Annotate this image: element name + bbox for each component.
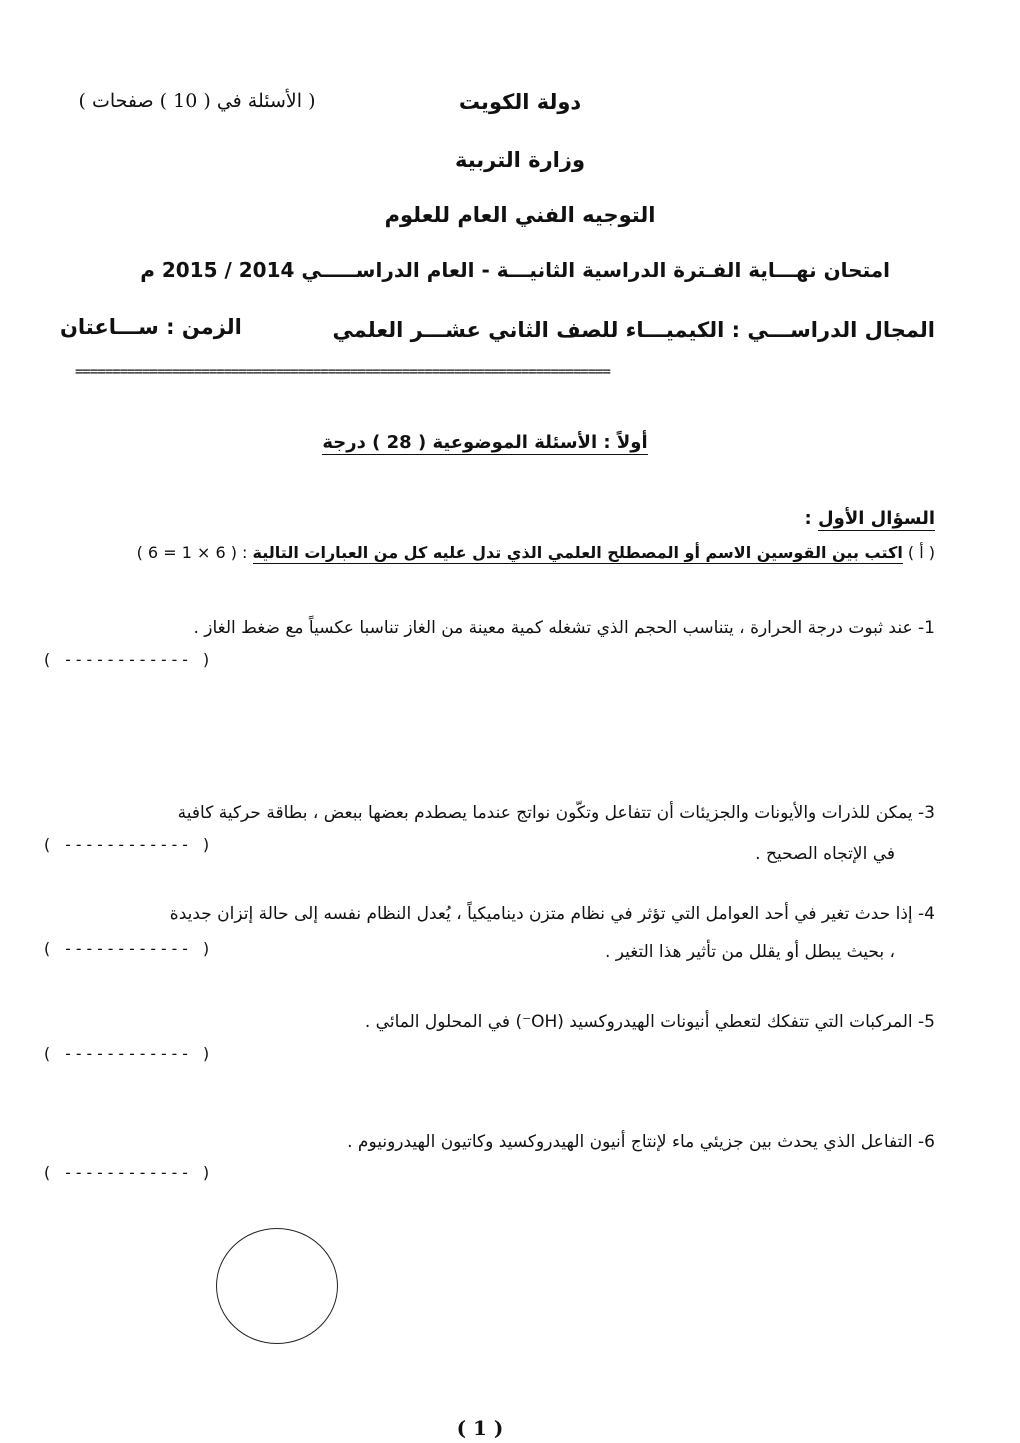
answer-blank[interactable]: ( ------------ ): [42, 835, 213, 854]
section-title-text: أولاً : الأسئلة الموضوعية ( 28 ) درجة: [322, 432, 648, 453]
question1-heading: [700, 508, 935, 529]
item-number: 5-: [918, 1012, 935, 1032]
item-number: 1-: [918, 618, 935, 638]
section-title: [320, 432, 650, 453]
answer-blank[interactable]: ( ------------ ): [42, 1044, 213, 1063]
item-number: 6-: [918, 1132, 935, 1152]
item-text: إذا حدث تغير في أحد العوامل التي تؤثر في نظام متزن ديناميكياً ، يُعدل النظام نفسه إلى حالة إتزان جديدة: [169, 904, 913, 924]
question-item: [65, 904, 935, 924]
item-text-continued: ، بحيث يبطل أو يقلل من تأثير هذا التغير .: [604, 942, 895, 962]
question-item: [260, 1012, 935, 1032]
header-pages-note: ( الأسئلة في ( 10 ) صفحات ): [78, 90, 316, 112]
part-a-instruction-text: اكتب بين القوسين الاسم أو المصطلح العلمي الذي تدل عليه كل من العبارات التالية: [252, 543, 903, 562]
subject-line: المجال الدراســـي : الكيميـــاء للصف الثاني عشـــر العلمي: [332, 318, 935, 342]
answer-blank[interactable]: ( ------------ ): [42, 1163, 213, 1182]
answer-blank[interactable]: ( ------------ ): [42, 939, 213, 958]
header-directorate: التوجيه الفني العام للعلوم: [384, 203, 656, 227]
header-separator: ========================================================================: [75, 364, 610, 380]
item-number: 4-: [918, 904, 935, 924]
question-item: [45, 803, 935, 823]
question1-heading-text: السؤال الأول: [818, 508, 935, 529]
item-text: عند ثبوت درجة الحرارة ، يتناسب الحجم الذي تشغله كمية معينة من الغاز تناسبا عكسياً مع ضغط الغاز .: [193, 618, 913, 638]
part-a-label: ( أ ): [907, 543, 935, 562]
item-number: 3-: [918, 803, 935, 823]
exam-title: امتحان نهـــاية الفـترة الدراسية الثانيـــة - العام الدراســـــي 2014 / 2015 م: [140, 258, 890, 282]
score-circle: [216, 1228, 338, 1344]
header-country: دولة الكويت: [458, 90, 582, 114]
page-number: ( 1 ): [456, 1416, 504, 1440]
item-text: يمكن للذرات والأيونات والجزيئات أن تتفاعل وتكّون نواتج عندما يصطدم بعضها ببعض ، بطاقة حركية كافية: [177, 803, 913, 823]
part-a-marks: : ( 6 × 1 = 6 ): [136, 543, 248, 562]
item-text-continued: في الإتجاه الصحيح .: [755, 844, 895, 864]
answer-blank[interactable]: ( ------------ ): [42, 650, 213, 669]
item-text: المركبات التي تتفكك لتعطي أنيونات الهيدروكسيد (OH⁻) في المحلول المائي .: [364, 1012, 913, 1032]
header-ministry: وزارة التربية: [454, 148, 586, 172]
question-item: [215, 1132, 935, 1152]
item-text: التفاعل الذي يحدث بين جزيئي ماء لإنتاج أنيون الهيدروكسيد وكاتيون الهيدرونيوم .: [347, 1132, 913, 1152]
time-line: الزمن : ســـاعتان: [60, 315, 242, 339]
question1-heading-colon: :: [804, 508, 812, 529]
part-a-instruction: [65, 543, 935, 562]
question-item: [75, 618, 935, 638]
